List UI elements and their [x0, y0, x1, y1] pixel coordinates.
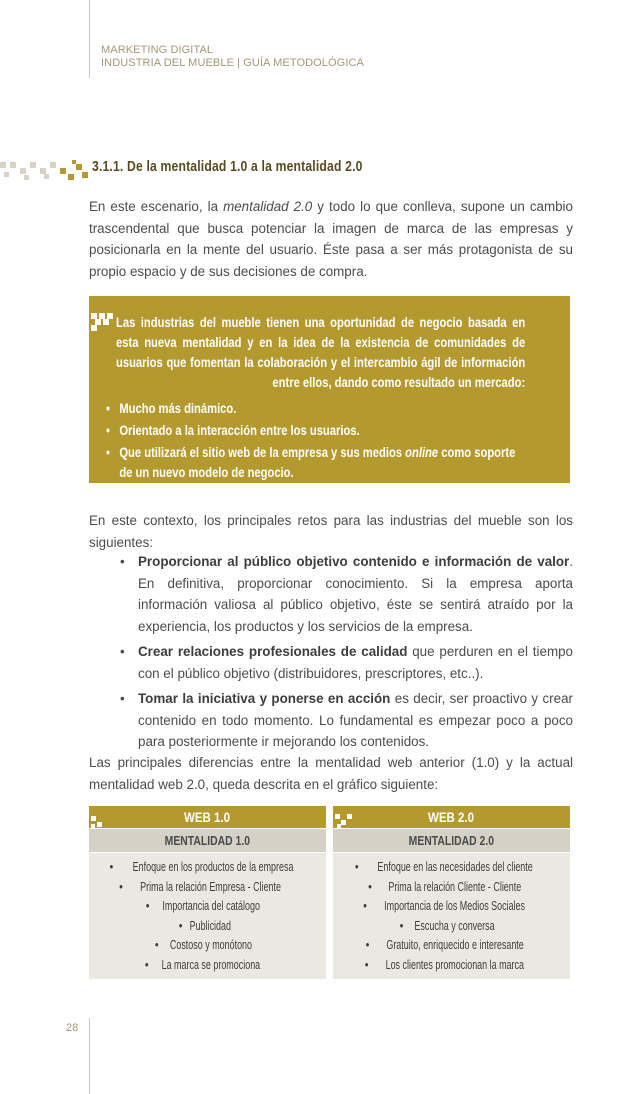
section-pattern-decoration [0, 160, 90, 182]
section-title: 3.1.1. De la mentalidad 1.0 a la mentalidad 2.0 [92, 159, 363, 175]
web1-list [89, 853, 326, 975]
callout-item3-start: Que utilizará el sitio web de la empresa y sus medios [119, 445, 406, 460]
challenge-text: es decir, ser proactivo y crear contenido en todo momento. Lo fundamental es empezar poco a poco para posteriormente ir mejorando los contenidos. [138, 691, 573, 749]
web2-body [333, 853, 570, 979]
intro-italic-term: mentalidad 2.0 [223, 199, 313, 214]
challenge-item [120, 551, 573, 637]
callout-item3-italic: online [405, 445, 439, 460]
header-divider-line [89, 0, 90, 78]
callout-list [104, 399, 525, 483]
web1-item-text: Prima la relación Empresa - Cliente [140, 878, 282, 894]
web2-list [333, 853, 570, 975]
web1-subtitle: MENTALIDAD 1.0 [164, 833, 251, 848]
challenge-bold: Proporcionar al público objetivo contenido e información de valor [138, 554, 570, 569]
web1-item: • La marca se promociona [89, 955, 326, 975]
web2-header [333, 806, 570, 828]
callout-item3-end: como soporte de un nuevo modelo de negocio. [119, 445, 516, 480]
callout-item-website [104, 443, 525, 483]
bullet-dot: • [120, 691, 125, 706]
web1-item-text: Costoso y monótono [169, 937, 252, 953]
challenge-bold: Crear relaciones profesionales de calidad [138, 644, 408, 659]
bullet-dot: • [120, 554, 125, 569]
web1-title: WEB 1.0 [184, 809, 231, 825]
bullet-dot: • [120, 644, 125, 659]
challenge-text: que perduren en el tiempo con el público objetivo (distribuidores, prescriptores, etc..). [138, 644, 573, 681]
page-number: 28 [66, 1022, 79, 1034]
intro-paragraph [89, 196, 573, 282]
challenge-text: . En definitiva, proporcionar conocimiento. Si la empresa aporta información valiosa al público objetivo, éste se sentirá atraído por la experiencia, los productos y los servicios de la empresa. [138, 554, 573, 634]
callout-item-dynamic: • Mucho más dinámico. [104, 399, 525, 419]
web2-item: • Prima la relación Cliente - Cliente [333, 877, 570, 897]
intro-text-start: En este escenario, la [89, 199, 224, 214]
challenges-list [120, 551, 573, 757]
web1-item: • Publicidad [89, 916, 326, 936]
web2-item-text: Escucha y conversa [414, 917, 495, 933]
web1-item-text: La marca se promociona [161, 956, 261, 972]
web2-item: • Importancia de los Medios Sociales [333, 896, 570, 916]
web2-subheader [333, 829, 570, 852]
web2-item-text: Prima la relación Cliente - Cliente [388, 878, 522, 894]
web2-item-text: Gratuito, enriquecido e interesante [386, 937, 524, 953]
web2-pattern-decoration [333, 810, 355, 830]
web1-pattern-decoration [89, 810, 107, 830]
footer-divider-line [89, 1018, 90, 1094]
web2-item: • Los clientes promocionan la marca [333, 955, 570, 975]
web1-item: • Prima la relación Empresa - Cliente [89, 877, 326, 897]
web1-item-text: Publicidad [190, 917, 232, 933]
web1-header [89, 806, 326, 828]
web2-item-text: Enfoque en las necesidades del cliente [377, 859, 533, 874]
web2-item: • Escucha y conversa [333, 916, 570, 936]
web1-item-text: Enfoque en los productos de la empresa [132, 859, 294, 874]
web1-item: • Costoso y monótono [89, 935, 326, 955]
callout-text [116, 313, 525, 485]
header-line-2: INDUSTRIA DEL MUEBLE | GUÍA METODOLÓGICA [101, 57, 364, 69]
header-line-1: MARKETING DIGITAL [101, 44, 214, 56]
web2-item-text: Importancia de los Medios Sociales [384, 898, 526, 914]
web2-item-text: Los clientes promocionan la marca [385, 956, 525, 972]
callout-intro: Las industrias del mueble tienen una oportunidad de negocio basada en esta nueva mentalidad y en la idea de la existencia de comunidades de usuarios que fomentan la colaboración y el intercambio ágil de información entre ellos, dando como resultado un mercado: [116, 315, 526, 390]
web2-item: • Gratuito, enriquecido e interesante [333, 935, 570, 955]
web1-item: • Importancia del catálogo [89, 896, 326, 916]
challenge-item [120, 688, 573, 753]
callout-item-interaction: • Orientado a la interacción entre los usuarios. [104, 421, 525, 441]
challenge-item [120, 641, 573, 684]
differences-paragraph: Las principales diferencias entre la mentalidad web anterior (1.0) y la actual mentalidad web 2.0, queda descrita en el gráfico siguiente: [89, 755, 573, 792]
web1-subheader [89, 829, 326, 852]
web2-title: WEB 2.0 [428, 809, 475, 825]
web2-item: • Enfoque en las necesidades del cliente [333, 857, 570, 877]
web2-subtitle: MENTALIDAD 2.0 [408, 833, 495, 848]
web1-body [89, 853, 326, 979]
challenge-bold: Tomar la iniciativa y ponerse en acción [138, 691, 391, 706]
running-header [101, 44, 364, 70]
intro-text-end: y todo lo que conlleva, supone un cambio trascendental que busca potenciar la imagen de marca de las empresas y posicionarla en la mente del usuario. Éste pasa a ser más protagonista de su propio espacio y de sus decisiones de compra. [89, 199, 573, 279]
callout-pattern-decoration [89, 313, 115, 331]
web1-item: • Enfoque en los productos de la empresa [89, 857, 326, 877]
context-paragraph: En este contexto, los principales retos para las industrias del mueble son los siguientes: [89, 513, 573, 550]
web1-item-text: Importancia del catálogo [162, 898, 260, 914]
